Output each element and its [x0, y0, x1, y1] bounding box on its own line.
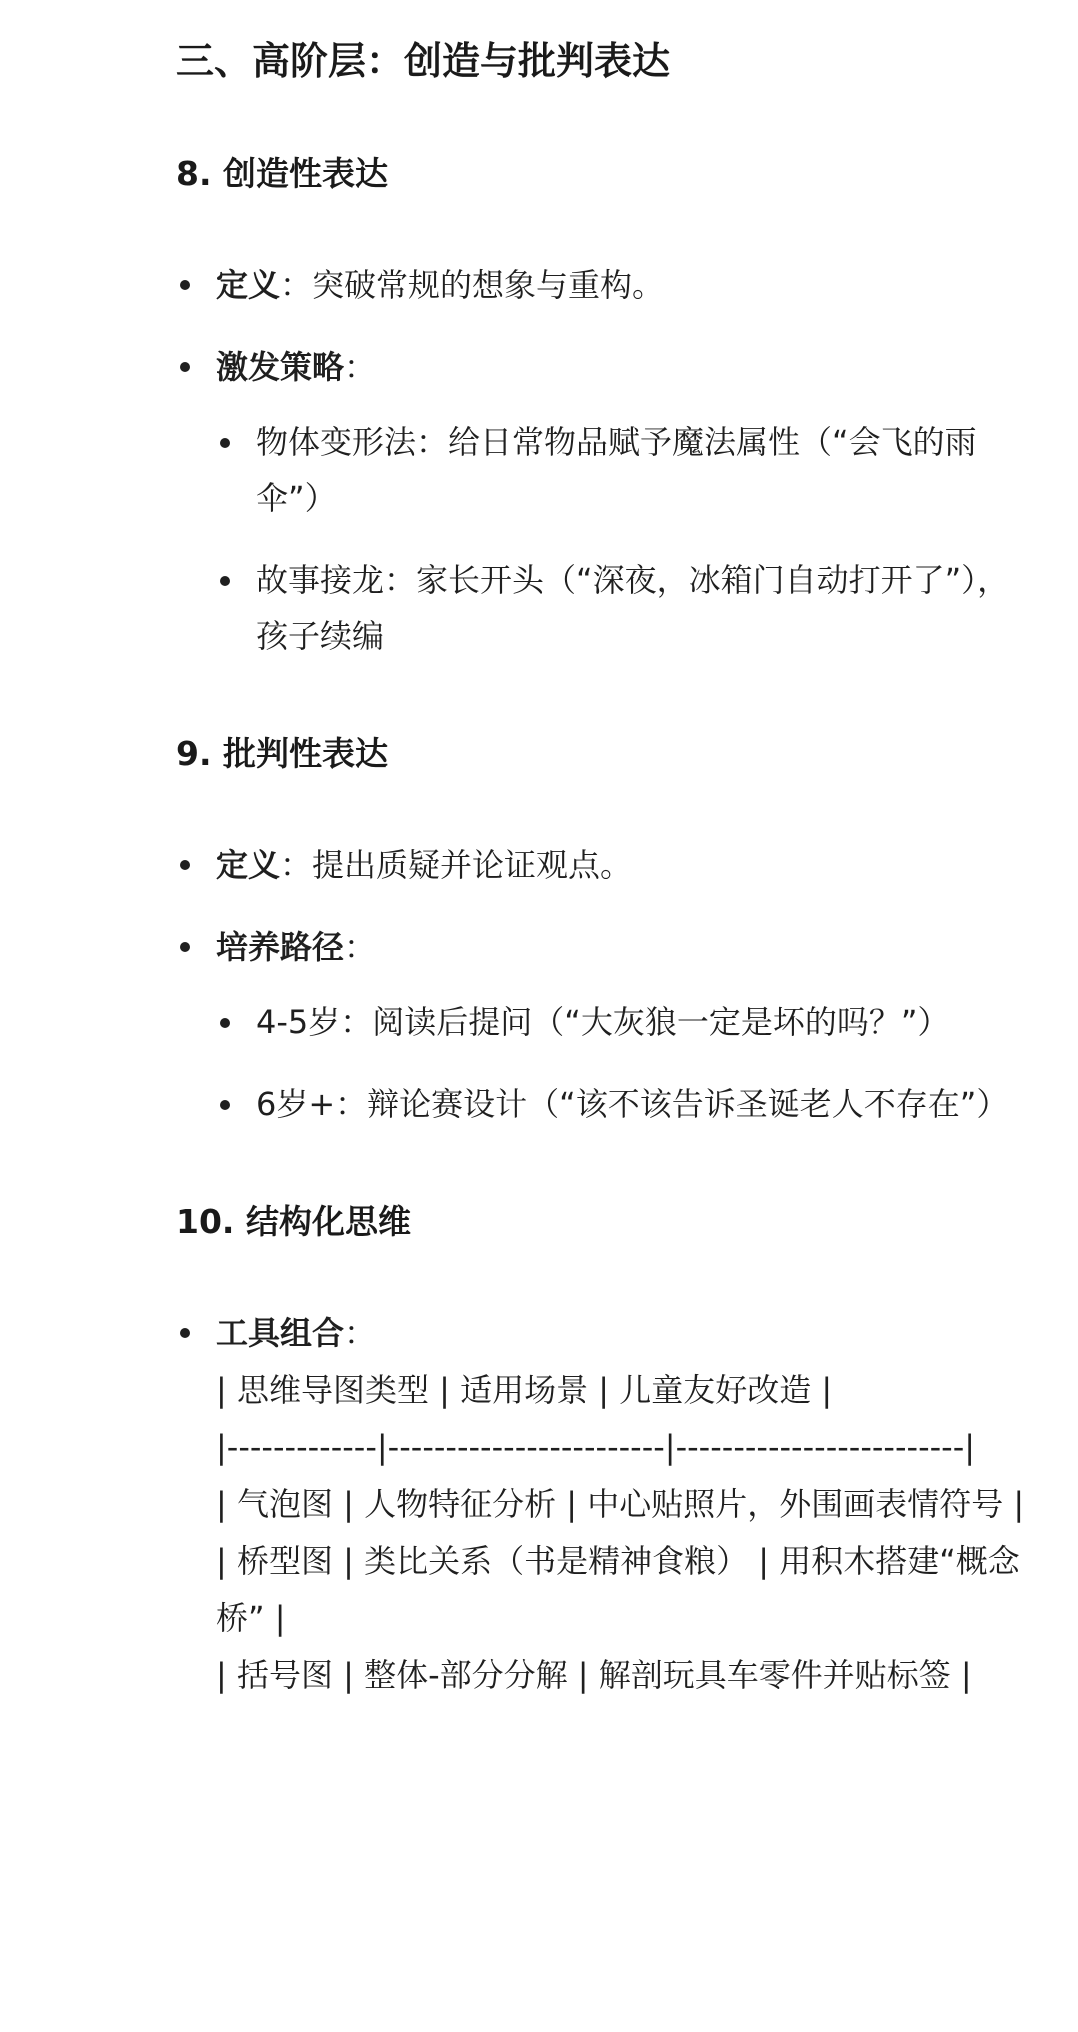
- path-sublist: [216, 994, 1036, 1132]
- sub-list-item: 物体变形法：给日常物品赋予魔法属性（“会飞的雨伞”）: [216, 414, 1036, 526]
- creative-expression-list: [176, 256, 1036, 664]
- table-line: | 括号图 | 整体-部分分解 | 解剖玩具车零件并贴标签 |: [216, 1656, 972, 1694]
- item-separator: ：: [344, 348, 377, 386]
- item-label: 培养路径: [216, 928, 345, 966]
- sub-list-item: 故事接龙：家长开头（“深夜，冰箱门自动打开了”），孩子续编: [216, 552, 1036, 664]
- list-item: [176, 836, 1036, 894]
- heading-structured-thinking: 10. 结构化思维: [176, 1202, 411, 1241]
- item-separator: ：: [280, 846, 313, 884]
- item-text: 提出质疑并论证观点。: [312, 846, 633, 884]
- item-label: 定义: [216, 846, 281, 884]
- item-text: 突破常规的想象与重构。: [312, 266, 665, 304]
- list-item: [176, 1304, 1036, 1704]
- section-title: 三、高阶层：创造与批判表达: [176, 39, 671, 83]
- list-item: [176, 918, 1036, 1132]
- item-separator: ：: [344, 1314, 377, 1352]
- table-line: | 气泡图 | 人物特征分析 | 中心贴照片，外围画表情符号 |: [216, 1485, 1025, 1523]
- list-item: [176, 256, 1036, 314]
- strategy-sublist: [216, 414, 1036, 664]
- sub-list-item: 6岁+：辩论赛设计（“该不该告诉圣诞老人不存在”）: [216, 1076, 1036, 1132]
- sub-list-item: 4-5岁：阅读后提问（“大灰狼一定是坏的吗？”）: [216, 994, 1036, 1050]
- table-line: | 思维导图类型 | 适用场景 | 儿童友好改造 |: [216, 1371, 833, 1409]
- structured-thinking-list: [176, 1304, 1036, 1704]
- markdown-table-text: [216, 1362, 1036, 1704]
- heading-critical-expression: 9. 批判性表达: [176, 734, 388, 773]
- item-separator: ：: [280, 266, 313, 304]
- table-line: | 桥型图 | 类比关系（书是精神食粮） | 用积木搭建“概念桥” |: [216, 1542, 1020, 1637]
- table-line: |-------------|------------------------|-------------------------|: [216, 1428, 976, 1466]
- critical-expression-list: [176, 836, 1036, 1132]
- item-label: 定义: [216, 266, 281, 304]
- article-content: [176, 28, 1036, 1728]
- heading-creative-expression: 8. 创造性表达: [176, 154, 388, 193]
- item-label: 工具组合: [216, 1314, 345, 1352]
- item-separator: ：: [344, 928, 377, 966]
- list-item: [176, 338, 1036, 664]
- item-label: 激发策略: [216, 348, 345, 386]
